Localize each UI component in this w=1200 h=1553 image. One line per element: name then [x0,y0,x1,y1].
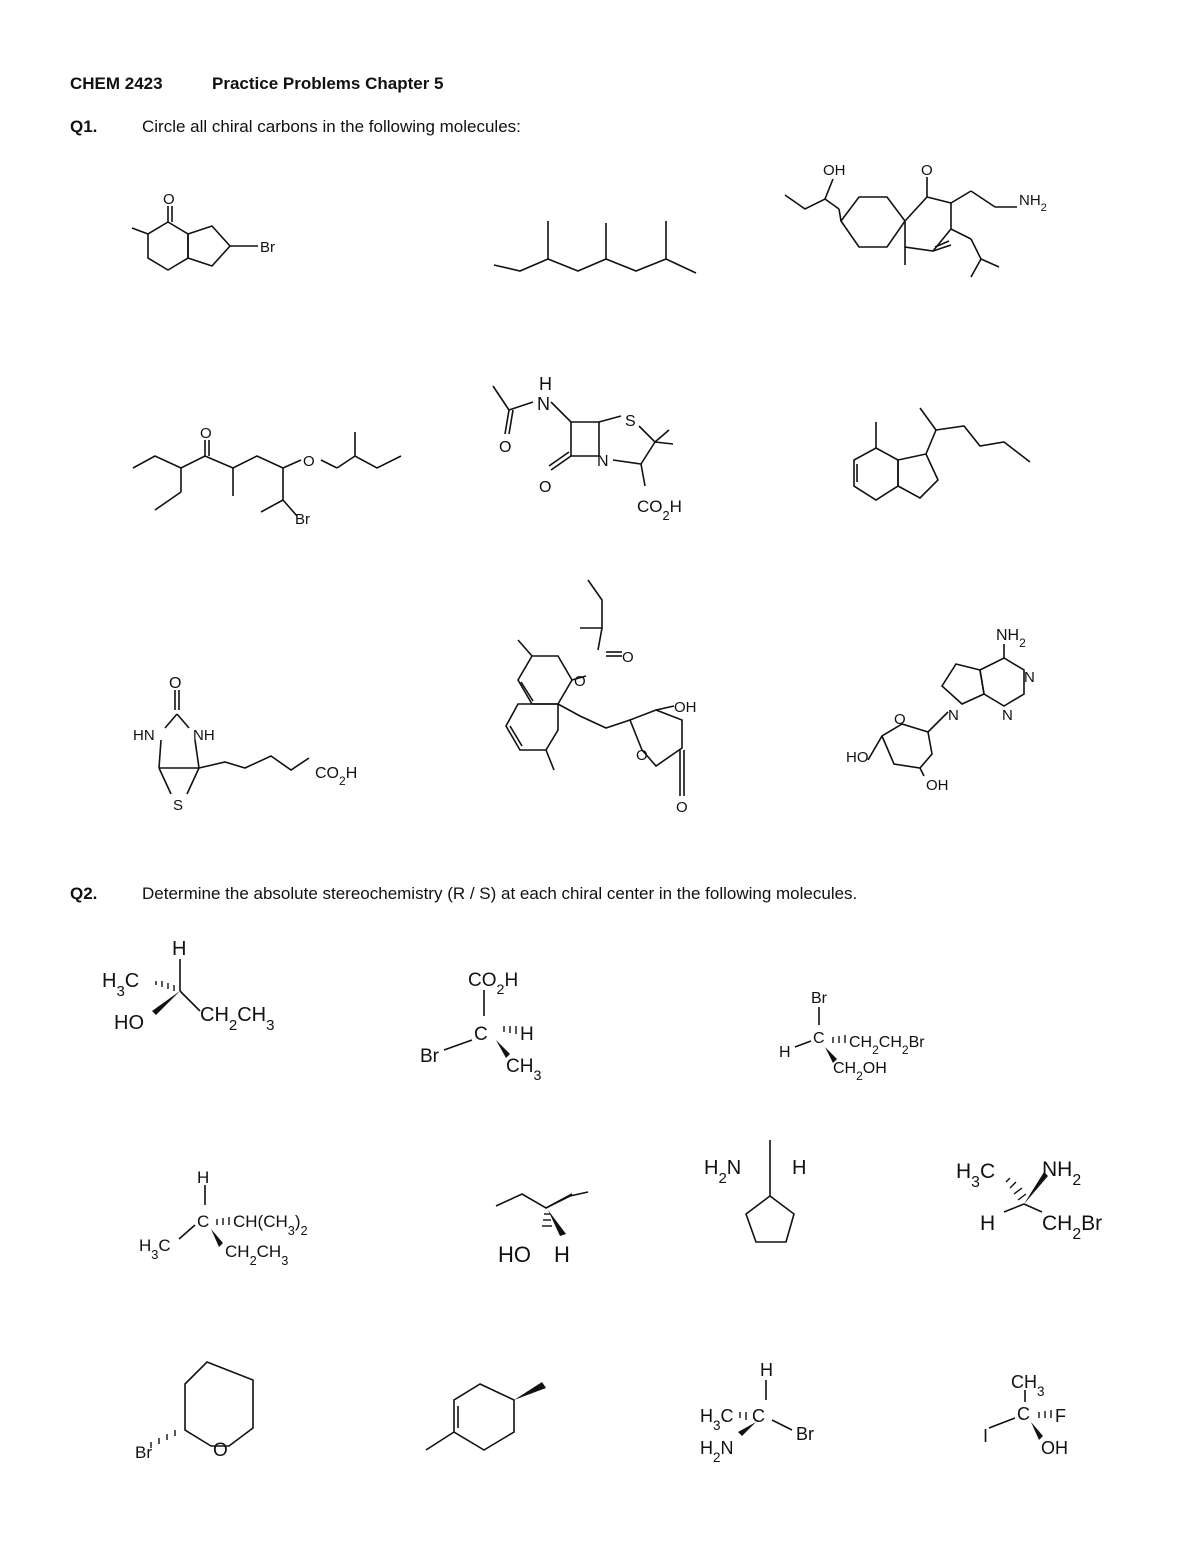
atom-label: Br [295,511,310,528]
stereo-molecule-10 [700,1360,840,1470]
atom-label: O [303,453,315,470]
atom-label: $H_3C$ [700,1406,734,1433]
atom-label: Br [135,1443,152,1462]
atom-label: N [537,394,550,414]
atom-label: $CO_2H$ [468,970,519,998]
atom-label: OH [674,699,697,716]
atom-label: O [574,673,586,690]
atom-label: OH [926,777,949,794]
atom-label: N [948,707,959,724]
atom-label: H [554,1242,570,1267]
atom-label: H [980,1212,996,1235]
atom-label: $H_2N$ [704,1157,742,1187]
atom-label: $CO_2H$ [315,765,358,788]
molecule-1 [120,180,300,290]
stereo-molecule-1 [100,935,320,1045]
atom-label: N [1002,707,1013,724]
molecule-8 [490,570,720,820]
stereo-molecule-5 [490,1180,600,1280]
stereo-molecule-2 [420,960,580,1084]
atom-label: HO [846,749,869,766]
q1-prompt: Circle all chiral carbons in the following molecules: [142,117,521,136]
atom-label: S [625,413,636,430]
atom-label: H [792,1157,807,1179]
atom-label: $NH_2$ [1042,1158,1082,1189]
atom-label: H [779,1044,791,1061]
atom-label: $CH_2OH$ [833,1060,887,1083]
atom-label: N [597,453,609,470]
atom-label: $H_2N$ [700,1438,734,1465]
atom-label: C [197,1212,210,1231]
atom-label: C [752,1406,765,1426]
atom-label: N [1024,669,1035,686]
atom-label: H [760,1360,773,1380]
atom-label: I [983,1426,989,1446]
atom-label: H [520,1024,534,1045]
molecule-4 [125,420,425,530]
stereo-molecule-6 [700,1140,830,1255]
atom-label: Br [796,1424,814,1444]
atom-label: H [539,374,552,394]
atom-label: H [197,1168,210,1187]
atom-label: $H_3C$ [102,970,140,1000]
atom-label: $NH_2$ [996,627,1026,650]
molecule-6 [840,400,1040,515]
atom-label: $H_3C$ [139,1236,171,1262]
atom-label: O [200,425,212,442]
atom-label: OH [823,162,846,179]
atom-label: O [636,747,648,764]
molecule-2 [490,215,705,285]
atom-label: Br [260,239,275,256]
atom-label: $NH_2$ [1019,192,1047,214]
atom-label: $CH(CH_3)_2$ [233,1212,308,1238]
atom-label: HN [133,727,155,744]
atom-label: $CH_2CH_3$ [200,1004,275,1034]
stereo-molecule-8 [135,1350,275,1475]
course-code: CHEM 2423 [70,74,163,93]
atom-label: C [474,1024,488,1045]
molecule-7 [125,670,385,815]
atom-label: O [539,479,552,496]
q2-prompt: Determine the absolute stereochemistry (R / S) at each chiral center in the following molecules. [142,884,858,903]
stereo-molecule-3 [775,985,975,1085]
molecule-5 [485,370,715,523]
atom-label: F [1055,1406,1066,1426]
stereo-molecule-9 [420,1370,560,1470]
atom-label: S [173,797,184,814]
molecule-9 [810,620,1060,800]
atom-label: $CO_2H$ [637,497,682,523]
page-title: Practice Problems Chapter 5 [212,74,444,93]
atom-label: $CH_2CH_2Br$ [849,1034,925,1057]
atom-label: O [676,799,688,816]
q1-number: Q1. [70,117,98,136]
atom-label: $CH_2Br$ [1042,1212,1103,1243]
atom-label: Br [811,990,827,1007]
atom-label: O [894,711,906,728]
atom-label: $CH_3$ [506,1056,542,1084]
molecule-3 [775,155,1075,290]
atom-label: $CH_3$ [1011,1372,1045,1399]
atom-label: O [213,1440,228,1461]
atom-label: HO [114,1012,144,1034]
stereo-molecule-7 [950,1148,1125,1243]
stereo-molecule-11 [975,1370,1105,1465]
stereo-molecule-4 [135,1165,345,1275]
atom-label: $H_3C$ [956,1160,996,1191]
atom-label: OH [1041,1438,1068,1458]
atom-label: Br [420,1046,439,1067]
atom-label: C [813,1030,825,1047]
atom-label: O [921,162,933,179]
atom-label: O [499,439,512,456]
atom-label: H [172,938,187,960]
atom-label: NH [193,727,215,744]
atom-label: O [622,649,634,666]
atom-label: $CH_2CH_3$ [225,1242,289,1268]
atom-label: O [163,191,175,208]
atom-label: C [1017,1404,1030,1424]
q2-number: Q2. [70,884,98,903]
atom-label: O [169,675,182,692]
atom-label: HO [498,1242,531,1267]
